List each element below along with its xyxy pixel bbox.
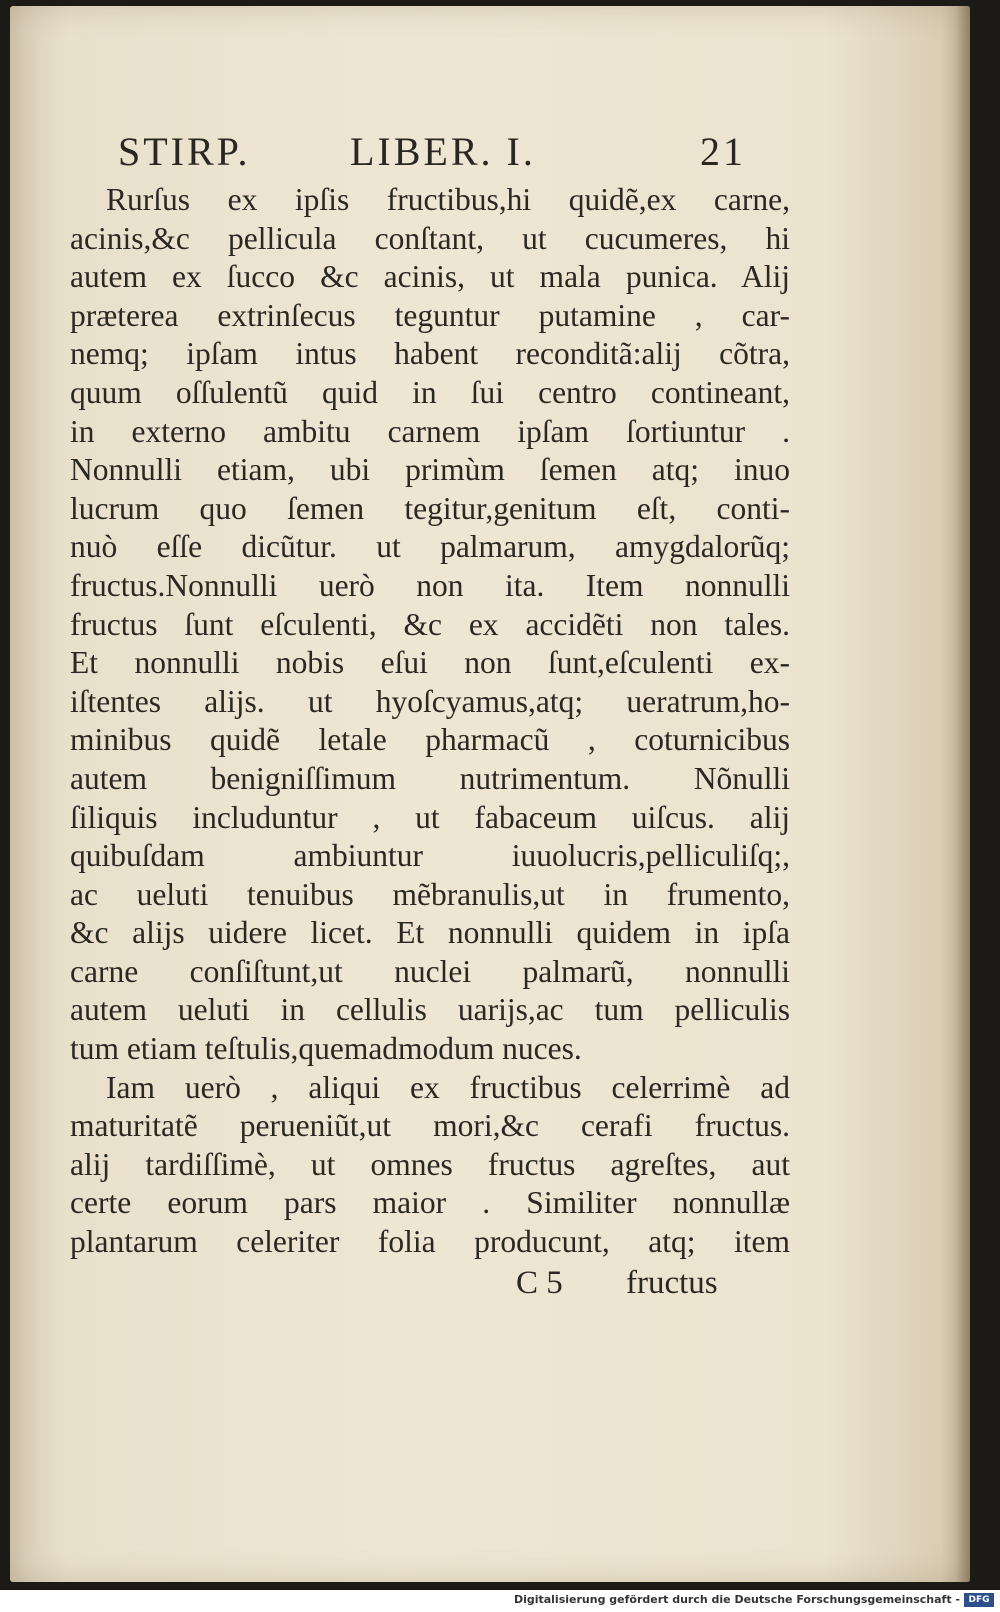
text-line: Iam uerò , aliqui ex fructibus celerrimè ad [106,1069,790,1105]
header-middle: LIBER. I. [350,129,536,174]
catchword: fructus [626,1265,718,1301]
page-number: 21 [700,129,746,174]
running-header [118,128,758,178]
text-line: ac ueluti tenuibus mẽbranulis,ut in frumento, [70,876,790,912]
text-line: autem ueluti in cellulis uarijs,ac tum pelliculis [70,992,790,1028]
text-line: Rurſus ex ipſis fructibus,hi quidẽ,ex carne, [106,182,790,217]
text-line: plantarum celeriter folia producunt, atq; item [70,1224,790,1260]
text-line: carne conſiſtunt,ut nuclei palmarũ, nonnulli [70,953,790,989]
text-line: certe eorum pars maior . Similiter nonnullæ [70,1185,790,1221]
text-line: tum etiam teſtulis,quemadmodum nuces. [70,1031,582,1067]
signature-mark: C 5 [516,1265,563,1301]
header-left: STIRP. [118,129,251,174]
text-line: &c alijs uidere licet. Et nonnulli quidem in ipſa [70,915,790,951]
text-line: minibus quidẽ letale pharmacũ , coturnicibus [70,722,790,758]
text-line: iſtentes alijs. ut hyoſcyamus,atq; ueratrum,ho- [70,683,790,719]
text-line: autem ex ſucco &c acinis, ut mala punica. Alij [70,259,790,295]
text-line: præterea extrinſecus teguntur putamine , car- [70,297,790,333]
text-line: ſiliquis includuntur , ut fabaceum uiſcus. alij [70,799,790,835]
text-line: nuò eſſe dicũtur. ut palmarum, amygdalorũq; [70,529,790,565]
text-line: maturitatẽ perueniũt,ut mori,&c cerafi fructus. [70,1108,790,1144]
page-body [70,181,790,1262]
text-line: alij tardiſſimè, ut omnes fructus agreſtes, aut [70,1146,790,1182]
text-line: Et nonnulli nobis eſui non ſunt,eſculenti ex- [70,645,790,681]
text-line: Nonnulli etiam, ubi primùm ſemen atq; inuo [70,452,790,488]
page-edge-shadow [956,6,970,1582]
text-line: acinis,&c pellicula conſtant, ut cucumeres, hi [70,220,790,256]
dfg-logo: DFG [964,1593,994,1607]
catchline [516,1265,786,1309]
text-line: lucrum quo ſemen tegitur,genitum eſt, conti- [70,490,790,526]
footer-credit: Digitalisierung gefördert durch die Deutsche Forschungsgemeinschaft - [513,1593,960,1606]
text-line: nemq; ipſam intus habent reconditã:alij cõtra, [70,336,790,372]
text-line: quum oſſulentũ quid in ſui centro contineant, [70,374,790,410]
text-line: quibuſdam ambiuntur iuuolucris,pelliculiſq;, [70,838,790,874]
text-line: in externo ambitu carnem ipſam ſortiuntur . [70,413,790,449]
text-line: fructus.Nonnulli uerò non ita. Item nonnulli [70,567,790,603]
digitization-footer [0,1590,1000,1612]
text-line: autem benigniſſimum nutrimentum. Nõnulli [70,760,790,796]
text-line: fructus ſunt eſculenti, &c ex accidẽti non tales. [70,606,790,642]
